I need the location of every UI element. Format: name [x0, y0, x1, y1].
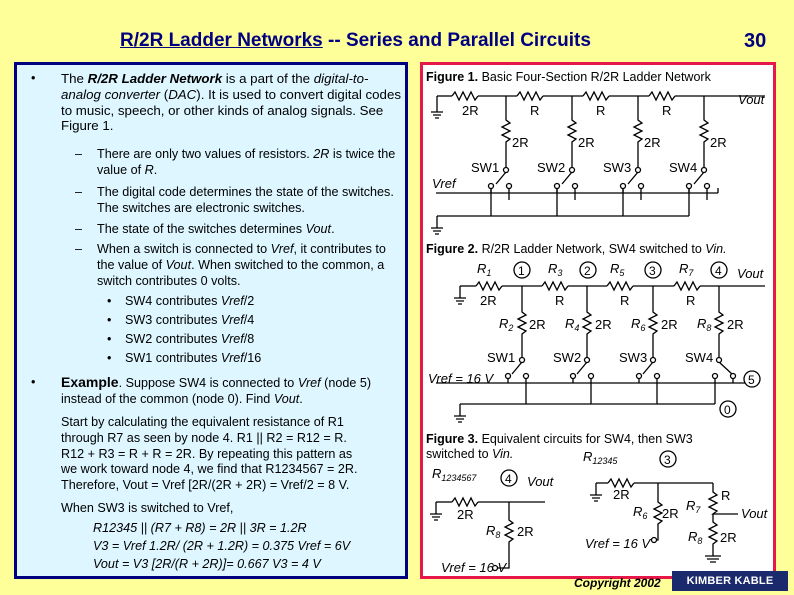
kimber-kable-logo: KIMBER KABLE	[672, 571, 788, 591]
fig1-label: 2R	[578, 135, 595, 150]
dot-icon: •	[107, 351, 112, 365]
dash-icon: –	[75, 185, 83, 199]
sub-bullet: When a switch is connected to Vref, it contributes to the value of Vout. When switched to the common, a switch contributes 0 volts.	[97, 242, 386, 288]
fig1-label: 2R	[710, 135, 727, 150]
fig1-label: 2R	[512, 135, 529, 150]
fig2-label: 2R	[661, 317, 678, 332]
equation-3: Vout = V3 [2R/(R + 2R)]= 0.667 V3 = 4 V	[93, 557, 321, 571]
fig2-label: 0	[724, 403, 731, 417]
fig3b-label: $R_6$	[633, 504, 648, 521]
fig2-label: $R_3$	[548, 261, 563, 278]
fig2-label: R	[555, 293, 565, 308]
switch-item: SW1 contributes Vref/16	[125, 351, 262, 365]
fig3b-label: $R_8$	[688, 529, 703, 546]
bullet-icon: •	[31, 375, 36, 389]
bullet-icon: •	[31, 71, 36, 85]
fig3a-label: $R_8$	[486, 523, 501, 540]
fig2-label: $R_8$	[697, 316, 712, 333]
sub-bullet: There are only two values of resistors. 2R is twice the value of R.	[97, 147, 396, 177]
fig1-label: Vout	[738, 92, 765, 107]
dot-icon: •	[107, 294, 112, 308]
fig2-label: $R_5$	[610, 261, 625, 278]
fig1-label: 2R	[462, 103, 479, 118]
fig2-label: 2R	[480, 293, 497, 308]
sub-bullet: The state of the switches determines Vout.	[97, 222, 335, 236]
resistor-2r	[452, 92, 478, 100]
fig2-label: $R_1$	[477, 261, 492, 278]
switch-item: SW4 contributes Vref/2	[125, 294, 255, 308]
dot-icon: •	[107, 332, 112, 346]
fig2-label: SW3	[619, 350, 648, 365]
page-number: 30	[744, 30, 767, 52]
fig2-label: R	[620, 293, 630, 308]
fig1-label: R	[530, 103, 540, 118]
equation-2: V3 = Vref 1.2R/ (2R + 1.2R) = 0.375 Vref = 6V	[93, 539, 351, 553]
fig3a-label: 4	[505, 472, 512, 486]
fig2-label: 2R	[529, 317, 546, 332]
fig2-label: $R_7$	[679, 261, 694, 278]
fig2-label: $R_2$	[499, 316, 514, 333]
fig1-label: SW4	[669, 160, 698, 175]
fig3b-label: Vout	[741, 506, 768, 521]
title-main: R/2R Ladder Networks	[120, 30, 323, 51]
figure-3-caption: Figure 3. Equivalent circuits for SW4, then SW3	[426, 432, 693, 446]
fig2-label: 4	[715, 264, 722, 278]
intro-paragraph: The R/2R Ladder Network is a part of the digital-to-analog converter (DAC). It is used to convert digital codes to music, speech, or other kinds of analog signals. See Figure 1.	[61, 71, 401, 134]
sub-bullet: The digital code determines the state of the switches. The switches are electronic switches.	[97, 185, 394, 215]
fig2-label: 2	[584, 264, 591, 278]
figure-1-caption: Figure 1. Basic Four-Section R/2R Ladder Network	[426, 70, 711, 84]
fig2-label: SW2	[553, 350, 582, 365]
fig3a-label: 2R	[517, 524, 534, 539]
fig2-label: 2R	[595, 317, 612, 332]
solution-paragraph: Start by calculating the equivalent resistance of R1 through R7 as seen by node 4. R1 || R2 = R12 = R. R12 + R3 = R + R = 2R. By repeating this pattern as we work toward node 4, we find that R1234567 = 2R. Therefore, Vout = Vref [2R/(2R + 2R) = Vref/2 = 8 V.	[61, 415, 358, 493]
dot-icon: •	[107, 313, 112, 327]
fig3a-label: Vref = 16 V	[441, 560, 507, 575]
fig2-label: Vref = 16 V	[428, 371, 494, 386]
fig3a-label: Vout	[527, 474, 554, 489]
fig2-label: 1	[518, 264, 525, 278]
fig3b-label: 3	[664, 453, 671, 467]
fig3b-label: 2R	[613, 487, 630, 502]
fig1-label: 2R	[644, 135, 661, 150]
fig2-label: SW1	[487, 350, 516, 365]
fig3b-label: Vref = 16 V	[585, 536, 651, 551]
fig3b-label: R	[721, 488, 731, 503]
fig2-label: Vout	[737, 266, 764, 281]
equation-1: R12345 || (R7 + R8) = 2R || 3R = 1.2R	[93, 521, 307, 535]
fig1-label: SW3	[603, 160, 632, 175]
figure-2-caption: Figure 2. R/2R Ladder Network, SW4 switched to Vin.	[426, 242, 727, 256]
fig2-label: $R_4$	[565, 316, 580, 333]
fig3a-label: $R_{1234567}$	[432, 466, 477, 483]
fig2-label: $R_6$	[631, 316, 646, 333]
fig1-label: R	[596, 103, 606, 118]
fig3a-label: 2R	[457, 507, 474, 522]
dash-icon: –	[75, 147, 83, 161]
fig2-label: 5	[748, 373, 755, 387]
switch-item: SW2 contributes Vref/8	[125, 332, 255, 346]
fig1-label: SW2	[537, 160, 566, 175]
figure-3-caption-2: switched to Vin.	[426, 447, 514, 461]
fig3b-label: 2R	[720, 530, 737, 545]
title-rest: -- Series and Parallel Circuits	[322, 30, 591, 51]
fig1-label: R	[662, 103, 672, 118]
fig1-label: SW1	[471, 160, 500, 175]
copyright: Copyright 2002	[574, 576, 661, 590]
dash-icon: –	[75, 222, 83, 236]
fig2-label: SW4	[685, 350, 714, 365]
example-paragraph: Example. Suppose SW4 is connected to Vref (node 5) instead of the common (node 0). Find Vout.	[61, 374, 372, 406]
fig1-label: Vref	[432, 176, 456, 191]
fig3b-label: 2R	[662, 506, 679, 521]
fig3b-label: $R_7$	[686, 498, 701, 515]
switch-item: SW3 contributes Vref/4	[125, 313, 255, 327]
fig2-label: 2R	[727, 317, 744, 332]
dash-icon: –	[75, 242, 83, 256]
fig2-label: R	[686, 293, 696, 308]
sw3-paragraph: When SW3 is switched to Vref,	[61, 501, 234, 515]
fig2-label: 3	[649, 264, 656, 278]
fig3b-label: $R_{12345}$	[583, 449, 618, 466]
